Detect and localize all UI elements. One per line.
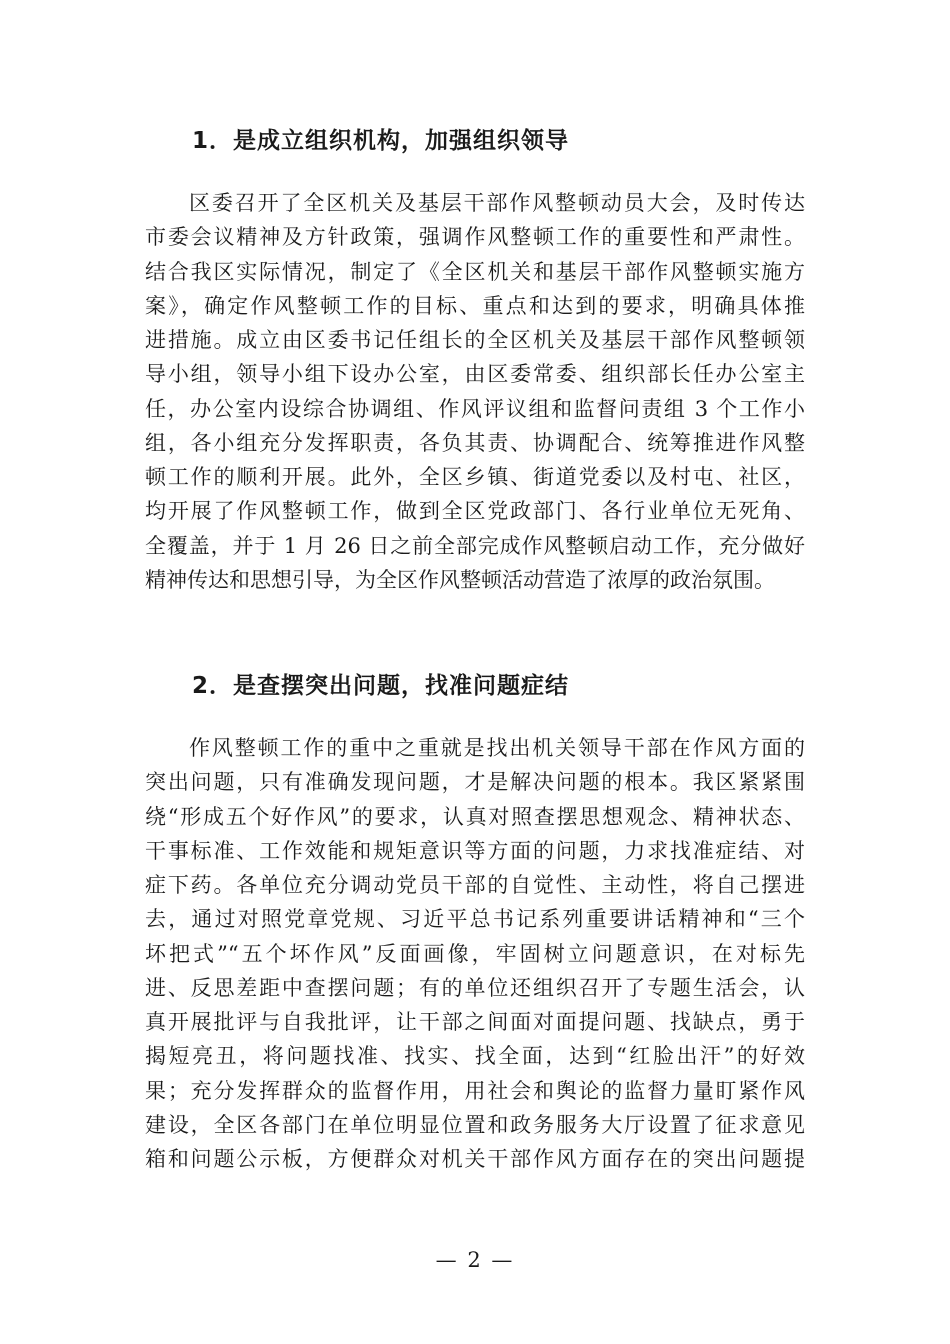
- section-1-paragraph: [145, 186, 805, 597]
- paragraph-line: 作风整顿工作的重中之重就是找出机关领导干部在作风方面的: [189, 736, 805, 760]
- section-2-heading: 2．是查摆突出问题，找准问题症结: [192, 673, 570, 699]
- paragraph-line: 区委召开了全区机关及基层干部作风整顿动员大会，及时传达: [189, 191, 805, 215]
- page-number: — 2 —: [435, 1248, 515, 1272]
- paragraph-line: 案》，确定作风整顿工作的目标、重点和达到的要求，明确具体推: [145, 293, 805, 318]
- paragraph-line: 果；充分发挥群众的监督作用，用社会和舆论的监督力量盯紧作风: [145, 1078, 805, 1103]
- paragraph-line: 精神传达和思想引导，为全区作风整顿活动营造了浓厚的政治氛围。: [145, 567, 775, 592]
- section-1-heading: 1．是成立组织机构，加强组织领导: [192, 128, 570, 154]
- paragraph-line: 进措施。成立由区委书记任组长的全区机关及基层干部作风整顿领: [145, 328, 805, 352]
- paragraph-line: 导小组，领导小组下设办公室，由区委常委、组织部长任办公室主: [145, 362, 805, 387]
- section-2-paragraph: [145, 731, 805, 1176]
- paragraph-line: 顿工作的顺利开展。此外，全区乡镇、街道党委以及村屯、社区，: [145, 465, 805, 489]
- paragraph-line: 进、反思差距中查摆问题；有的单位还组织召开了专题生活会，认: [145, 975, 805, 1000]
- paragraph-line: 干事标准、工作效能和规矩意识等方面的问题，力求找准症结、对: [145, 838, 805, 863]
- paragraph-line: 揭短亮丑，将问题找准、找实、找全面，达到“红脸出汗”的好效: [145, 1044, 805, 1069]
- paragraph-line: 市委会议精神及方针政策，强调作风整顿工作的重要性和严肃性。: [145, 225, 805, 250]
- paragraph-line: 症下药。各单位充分调动党员干部的自觉性、主动性，将自己摆进: [145, 873, 805, 897]
- paragraph-line: 真开展批评与自我批评，让干部之间面对面提问题、找缺点，勇于: [145, 1010, 805, 1034]
- paragraph-line: 去，通过对照党章党规、习近平总书记系列重要讲话精神和“三个: [145, 907, 805, 932]
- paragraph-line: 绕“形成五个好作风”的要求，认真对照查摆思想观念、精神状态、: [145, 804, 805, 829]
- paragraph-line: 任，办公室内设综合协调组、作风评议组和监督问责组 3 个工作小: [145, 396, 805, 421]
- paragraph-line: 均开展了作风整顿工作，做到全区党政部门、各行业单位无死角、: [145, 499, 805, 524]
- paragraph-line: 建设，全区各部门在单位明显位置和政务服务大厅设置了征求意见: [145, 1112, 805, 1137]
- paragraph-line: 箱和问题公示板，方便群众对机关干部作风方面存在的突出问题提: [145, 1147, 805, 1171]
- paragraph-line: 坏把式”“五个坏作风”反面画像，牢固树立问题意识，在对标先: [145, 941, 805, 966]
- paragraph-line: 组，各小组充分发挥职责，各负其责、协调配合、统筹推进作风整: [145, 430, 805, 455]
- paragraph-line: 结合我区实际情况，制定了《全区机关和基层干部作风整顿实施方: [145, 259, 805, 284]
- paragraph-line: 突出问题，只有准确发现问题，才是解决问题的根本。我区紧紧围: [145, 770, 805, 795]
- paragraph-line: 全覆盖，并于 1 月 26 日之前全部完成作风整顿启动工作，充分做好: [145, 533, 805, 558]
